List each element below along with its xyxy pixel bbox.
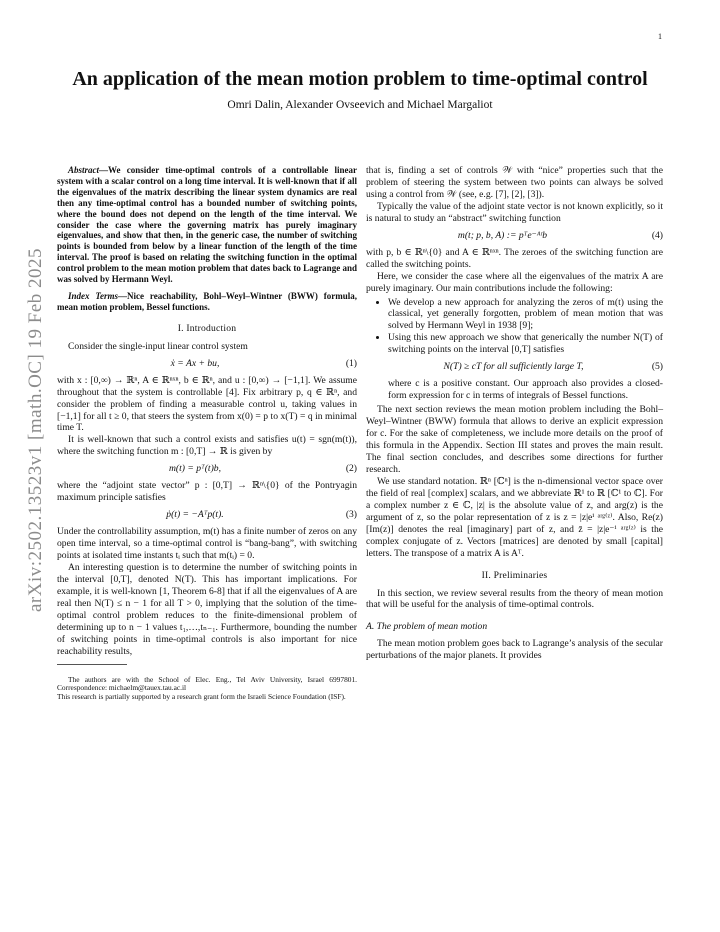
subsection-heading-mean-motion: A. The problem of mean motion — [366, 621, 488, 633]
intro-paragraph-2: with x : [0,∞) → ℝⁿ, A ∈ ℝⁿˣⁿ, b ∈ ℝⁿ, and u : [0,∞) → [−1,1]. We assume throughout that the system is controllable [4]. Fix arbitrary p, q ∈ ℝⁿ, and consider the problem of finding a measurable control u, taking values in [−1,1] for all t ≥ 0, that steers the system from x(0) = p to x(T) = q in minimal time T. — [57, 374, 357, 434]
intro-paragraph-3: It is well-known that such a control exists and satisfies u(t) = sgn(m(t)), where the switching function m : [0,T] → ℝ is given by — [57, 434, 357, 458]
intro-paragraph-4: where the “adjoint state vector” p : [0,T] → ℝⁿ\{0} of the Pontryagin maximum principle satisfies — [57, 480, 357, 504]
contribution-item-text: Using this new approach we show that generically the number N(T) of switching points on the interval [0,T] satisfies — [388, 332, 663, 356]
page-number: 1 — [658, 32, 662, 41]
index-terms — [57, 291, 357, 313]
equation-3 — [57, 509, 357, 521]
right-paragraph-5: The next section reviews the mean motion problem including the Bohl–Weyl–Wintner (BWW) formula that allows to derive an explicit expression for c. For the sake of completeness, we include more details on the proof of this formula in the Appendix. Section III states and proves the main result. The final section concludes, and describes some directions for further research. — [366, 404, 663, 475]
footnote-funding: This research is partially supported by a research grant form the Israeli Science Foundation (ISF). — [57, 692, 346, 702]
equation-1-number: (1) — [345, 357, 357, 369]
intro-paragraph-5: Under the controllability assumption, m(t) has a finite number of zeros on any open time interval, so a time-optimal control is “bang-bang”, with switching points at isolated time instants tᵢ such that m(tᵢ) = 0. — [57, 526, 357, 562]
right-paragraph-3: with p, b ∈ ℝⁿ\{0} and A ∈ ℝⁿˣⁿ. The zeroes of the switching function are called the switching points. — [366, 246, 663, 270]
abstract-label: Abstract — [68, 165, 100, 175]
index-terms-label: Index Terms — [68, 290, 119, 301]
arxiv-id: arXiv:2502.13523v1 [math.OC] 19 Feb 2025 — [25, 247, 46, 613]
right-paragraph-2: Typically the value of the adjoint state vector is not known explicitly, so it is natural to study an “abstract” switching function — [366, 200, 663, 224]
prelim-paragraph-1: In this section, we review several results from the theory of mean motion that will be useful for the analysis of time-optimal controls. — [366, 587, 663, 611]
equation-3-number: (3) — [345, 509, 357, 521]
right-paragraph-6: We use standard notation. ℝⁿ [ℂⁿ] is the n-dimensional vector space over the field of real [complex] scalars, and we abbreviate ℝ¹ to ℝ [ℂ¹ to ℂ]. For a complex number z ∈ ℂ, |z| is the absolute value of z, and arg(z) is the argument of z, so the polar representation of z is z = |z|eⁱ ᵃʳᵍ⁽ᶻ⁾. Also, Re(z) [Im(z)] denotes the real [imaginary] part of z, and z̄ = |z|e⁻ⁱ ᵃʳᵍ⁽ᶻ⁾ is the complex conjugate of z. Vectors [matrices] are denoted by small [capital] letters. The transpose of a matrix A is Aᵀ. — [366, 475, 663, 559]
contribution-item: • We develop a new approach for analyzing the zeros of m(t) using the classical, yet generally forgotten, problem of mean motion that was solved by Hermann Weyl in 1938 [9]; — [388, 297, 663, 333]
section-heading-preliminaries: II. Preliminaries — [481, 569, 548, 581]
right-column — [366, 165, 663, 662]
author-list: Omri Dalin, Alexander Ovseevich and Michael Margaliot — [227, 99, 493, 111]
intro-paragraph-1: Consider the single-input linear control system — [68, 340, 248, 352]
equation-1-expression: ẋ = Ax + bu, — [170, 357, 220, 369]
prelim-paragraph-2: The mean motion problem goes back to Lagrange’s analysis of the secular perturbations of the major planets. It provides — [366, 638, 663, 662]
right-paragraph-1: that is, finding a set of controls 𝒲 with “nice” properties such that the problem of steering the system between two points can always be solved using a control from 𝒲 (see, e.g. [7], [2], [3]). — [366, 165, 663, 200]
intro-paragraph-6: An interesting question is to determine the number of switching points in the interval [0,T], denoted N(T). This has important implications. For example, it is well-known [1, Theorem 6-8] that if all the eigenvalues of A are real then N(T) ≤ n − 1 for all T > 0, implying that the solution of the time-optimal control problem reduces to the finite-dimensional problem of determining up to n − 1 values t₁,…,tₙ₋₁. Furthermore, bounding the number of switching points in time-optimal controls is also important for nice reachability results, — [57, 561, 357, 657]
footnote-rule — [57, 664, 127, 665]
abstract — [57, 165, 357, 285]
equation-2-number: (2) — [345, 463, 357, 475]
equation-5 — [388, 361, 663, 373]
footnotes — [57, 676, 357, 702]
equation-3-expression: ṗ(t) = −Aᵀp(t). — [166, 509, 224, 521]
left-column — [57, 165, 357, 702]
equation-4-expression: m(t; p, b, A) := pᵀe⁻ᴬᵗb — [457, 229, 548, 241]
contributions-list — [366, 297, 663, 403]
footnote-affiliation: The authors are with the School of Elec. Eng., Tel Aviv University, Israel 6997801. Correspondence: michaelm@tauex.tau.ac.il — [57, 674, 357, 693]
paper-title: An application of the mean motion problem to time-optimal control — [72, 68, 648, 90]
equation-2 — [57, 463, 357, 475]
contribution-item-continuation: where c is a positive constant. Our approach also provides a closed-form expression for c in terms of integrals of Bessel functions. — [388, 378, 663, 402]
equation-4 — [366, 230, 663, 242]
abstract-text: —We consider time-optimal controls of a controllable linear system with a scalar control on a long time interval. It is well-known that if all the eigenvalues of the matrix describing the linear system dynamics are real then any time-optimal control has a bounded number of switching points, where the bound does not depend on the length of the time interval. We consider the case where the governing matrix has purely imaginary eigenvalues, and show that then, in the generic case, the number of switching points is bounded from below by a linear function of the length of the time interval. The proof is based on relating the switching function in the optimal control problem to the mean motion problem that dates back to Lagrange and was solved by Hermann Weyl. — [57, 165, 357, 285]
equation-5-number: (5) — [651, 361, 663, 373]
equation-2-expression: m(t) = pᵀ(t)b, — [168, 463, 221, 475]
right-paragraph-4: Here, we consider the case where all the eigenvalues of the matrix A are purely imaginary. Our main contributions include the following: — [366, 270, 663, 294]
contribution-item — [388, 332, 663, 402]
index-terms-text: —Nice reachability, Bohl–Weyl–Wintner (BWW) formula, mean motion problem, Bessel functions. — [57, 290, 357, 312]
equation-4-number: (4) — [651, 229, 663, 241]
equation-1 — [57, 358, 357, 370]
equation-5-expression: N(T) ≥ cT for all sufficiently large T, — [443, 361, 584, 373]
section-heading-introduction: I. Introduction — [177, 322, 237, 334]
